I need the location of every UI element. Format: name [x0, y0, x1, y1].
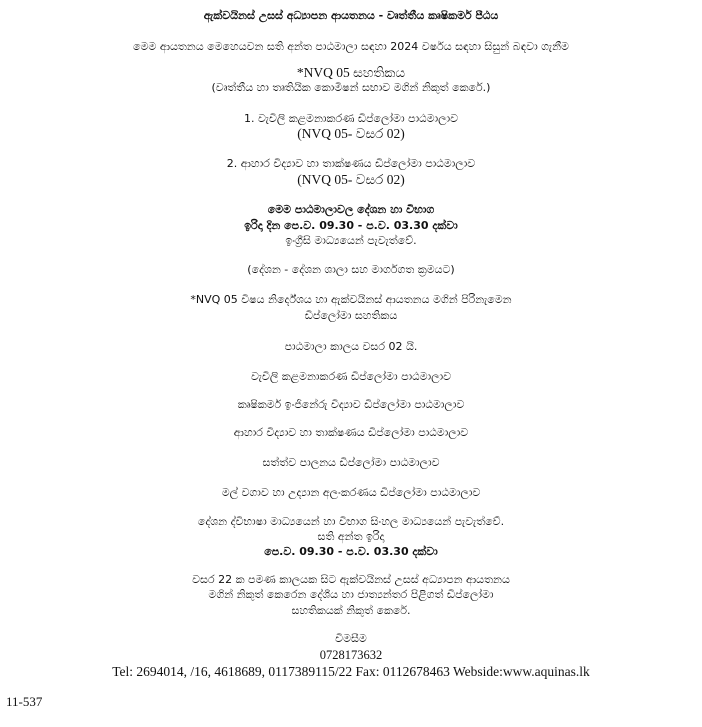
intro-line: මෙම ආයතනය මෙහෙයවන සති අන්ත පාඨමාලා සඳහා 2024 වර්ෂය සඳහා සිසුන් බඳවා ගැනීම: [133, 40, 569, 53]
lectures-heading: මෙම පාඨමාලාවල දේශන හා විභාග: [267, 203, 435, 216]
nvq-certificate-subtitle: (වෘත්තීය හා තෘතියික කොමිෂන් සභාව මගින් නිකුත් කෙරේ.): [211, 81, 491, 94]
bilingual-line2: සති අන්ත ඉරිදා: [317, 530, 385, 543]
course-duration: පාඨමාලා කාලය වසර 02 යි.: [284, 340, 418, 353]
course-2-title: 2. ආහාර විද්‍යාව හා තාක්ෂණය ඩිප්ලෝමා පාඨමාලාව: [226, 157, 476, 170]
course-1-title: 1. වැවිලි කළමනාකරණ ඩිප්ලෝමා පාඨමාලාව: [243, 112, 459, 125]
contact-mobile: 0728173632: [319, 648, 383, 662]
contact-label: විමසීම: [335, 632, 367, 645]
nvq-diploma-line1: *NVQ 05 විෂය නිර්දේශය හා ඇක්වයිනස් ආයතනය මගින් පිරිනැමෙන: [190, 293, 512, 306]
lectures-medium: ඉංග්‍රීසි මාධ්‍යයෙන් පැවැත්වේ.: [285, 234, 417, 247]
nvq-diploma-line2: ඩිප්ලෝමා සහතිකය: [304, 309, 398, 322]
lectures-time: ඉරිදා දින පෙ.ව. 09.30 - ප.ව. 03.30 දක්වා: [244, 219, 458, 232]
header-title: ඇක්වයිනස් උසස් අධ්‍යාපන ආයතනය - වෘත්තීය කෘෂිකර්ම පීඨය: [203, 9, 499, 22]
program-item: ආහාර විද්‍යාව හා තාක්ෂණය ඩිප්ලෝමා පාඨමාලාව: [233, 426, 469, 439]
nvq-certificate-title: *NVQ 05 සහතිකය: [296, 65, 406, 80]
course-1-detail: (NVQ 05- වසර 02): [297, 126, 405, 141]
contact-line: Tel: 2694014, /16, 4618689, 0117389115/22 Fax: 0112678463 Webside:www.aquinas.lk: [112, 664, 590, 679]
program-item: සත්ත්ව පාලනය ඩිප්ලෝමා පාඨමාලාව: [262, 456, 440, 469]
recognition-line2: මගින් නිකුත් කෙරෙන දේශීය හා ජාත්‍යන්තර පිළිගත් ඩිප්ලෝමා: [208, 588, 494, 601]
recognition-line1: වසර 22 ක පමණ කාලයක සිට ඇක්වයිනස් උසස් අධ්‍යාපන ආයතනය: [192, 573, 510, 586]
bilingual-line1: දේශන ද්විභාෂා මාධ්‍යයෙන් හා විභාග සිංහල මාධ්‍යයෙන් පැවැත්වේ.: [197, 515, 505, 528]
lecture-mode: (දේශන - දේශන ශාලා සහ මාර්ගගත ක්‍රමයට): [247, 263, 455, 276]
program-item: මල් වගාව හා උද්‍යාන අලංකරණය ඩිප්ලෝමා පාඨමාලාව: [221, 486, 481, 499]
program-item: වැවිලි කළමනාකරණ ඩිප්ලෝමා පාඨමාලාව: [250, 370, 452, 383]
bilingual-line3: පෙ.ව. 09.30 - ප.ව. 03.30 දක්වා: [264, 545, 438, 558]
reference-number: 11-537: [6, 694, 43, 709]
program-item: කෘෂිකර්ම ඉංජිනේරු විද්‍යාව ඩිප්ලෝමා පාඨමාලාව: [237, 398, 465, 411]
recognition-line3: සහතිකයක් නිකුත් කෙරේ.: [291, 604, 411, 617]
course-2-detail: (NVQ 05- වසර 02): [297, 172, 405, 187]
